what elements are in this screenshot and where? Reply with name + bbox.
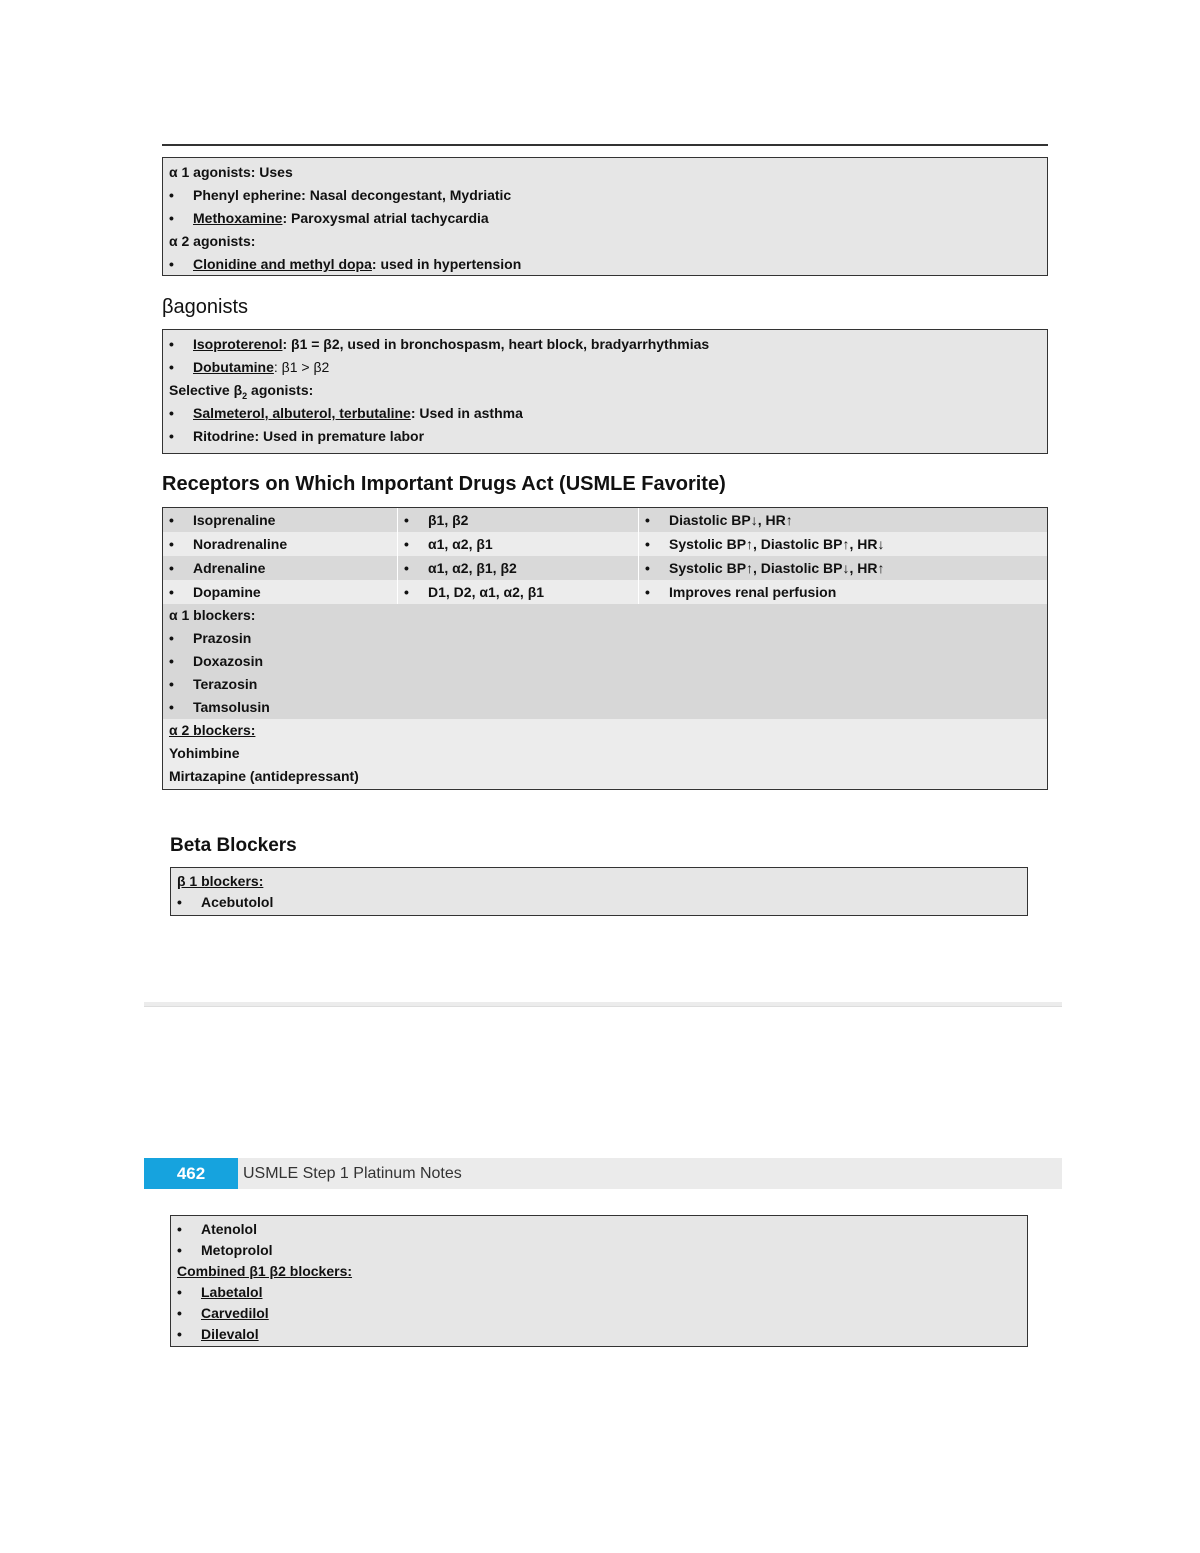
beta-blockers-continued-box — [170, 1215, 1028, 1347]
bullet-icon: • — [645, 536, 650, 552]
bullet-icon: • — [177, 894, 182, 910]
list-item: • Dobutamine: β1 > β2 — [169, 356, 1041, 379]
bullet-icon: • — [169, 256, 174, 272]
page-footer — [144, 1158, 1062, 1189]
bullet-icon: • — [177, 1305, 182, 1321]
list-item: • Atenolol — [177, 1219, 1021, 1240]
top-rule — [162, 144, 1048, 146]
list-item: • Metoprolol — [177, 1240, 1021, 1261]
bullet-icon: • — [404, 584, 409, 600]
bullet-icon: • — [169, 336, 174, 352]
list-item: • Isoproterenol: β1 = β2, used in bronchospasm, heart block, bradyarrhythmias — [169, 333, 1041, 356]
beta-agonists-box — [162, 329, 1048, 454]
beta-agonists-heading: βagonists — [162, 296, 248, 318]
list-item: • Phenyl epherine: Nasal decongestant, Mydriatic — [169, 184, 1041, 207]
bullet-icon: • — [177, 1221, 182, 1237]
alpha2-blockers-group — [163, 719, 1047, 788]
receptor-table — [162, 507, 1048, 790]
bullet-icon: • — [169, 536, 174, 552]
bullet-icon: • — [169, 187, 174, 203]
bullet-icon: • — [177, 1284, 182, 1300]
list-item: • Tamsolusin — [169, 696, 1047, 719]
bullet-icon: • — [404, 512, 409, 528]
receptors-heading: Receptors on Which Important Drugs Act (USMLE Favorite) — [162, 473, 726, 495]
page-separator — [144, 1002, 1062, 1007]
bullet-icon: • — [645, 560, 650, 576]
table-row: • Dopamine • D1, D2, α1, α2, β1 • Improves renal perfusion — [163, 580, 1047, 604]
bullet-icon: • — [169, 210, 174, 226]
alpha1-blockers-title: α 1 blockers: — [169, 607, 256, 623]
beta-blockers-heading: Beta Blockers — [170, 835, 297, 856]
beta1-blockers-title: β 1 blockers: — [177, 873, 264, 889]
selective-beta2-title: Selective $\beta_2$ agonists: — [169, 382, 314, 401]
book-title: USMLE Step 1 Platinum Notes — [243, 1165, 462, 1182]
list-item: • Salmeterol, albuterol, terbutaline: Used in asthma — [169, 402, 1041, 425]
list-item: • Acebutolol — [177, 892, 1021, 913]
bullet-icon: • — [169, 512, 174, 528]
bullet-icon: • — [169, 359, 174, 375]
list-item: • Doxazosin — [169, 650, 1047, 673]
bullet-icon: • — [177, 1242, 182, 1258]
list-item: Yohimbine — [169, 745, 240, 761]
list-item: • Methoxamine: Paroxysmal atrial tachycardia — [169, 207, 1041, 230]
list-item: Mirtazapine (antidepressant) — [169, 768, 359, 784]
bullet-icon: • — [177, 1326, 182, 1342]
alpha1-blockers-group — [163, 604, 1047, 719]
combined-blockers-title: Combined β1 β2 blockers: — [177, 1263, 353, 1279]
list-item: • Prazosin — [169, 627, 1047, 650]
bullet-icon: • — [169, 699, 174, 715]
bullet-icon: • — [169, 428, 174, 444]
bullet-icon: • — [169, 405, 174, 421]
list-item: • Dilevalol — [177, 1324, 1021, 1345]
bullet-icon: • — [169, 630, 174, 646]
bullet-icon: • — [645, 584, 650, 600]
list-item: • Ritodrine: Used in premature labor — [169, 425, 1041, 448]
bullet-icon: • — [404, 560, 409, 576]
list-item: • Clonidine and methyl dopa: used in hypertension — [169, 253, 1041, 276]
bullet-icon: • — [169, 560, 174, 576]
table-row: • Isoprenaline • β1, β2 • Diastolic BP↓, HR↑ — [163, 508, 1047, 532]
table-row: • Noradrenaline • α1, α2, β1 • Systolic BP↑, Diastolic BP↑, HR↓ — [163, 532, 1047, 556]
bullet-icon: • — [404, 536, 409, 552]
page-number: 462 — [144, 1158, 238, 1189]
bullet-icon: • — [645, 512, 650, 528]
alpha1-uses-title: α 1 agonists: Uses — [169, 164, 293, 180]
bullet-icon: • — [169, 676, 174, 692]
table-row: • Adrenaline • α1, α2, β1, β2 • Systolic BP↑, Diastolic BP↓, HR↑ — [163, 556, 1047, 580]
bullet-icon: • — [169, 653, 174, 669]
beta1-blockers-box — [170, 867, 1028, 916]
alpha2-blockers-title: α 2 blockers: — [169, 722, 256, 738]
bullet-icon: • — [169, 584, 174, 600]
alpha2-title: α 2 agonists: — [169, 233, 256, 249]
list-item: • Terazosin — [169, 673, 1047, 696]
list-item: • Labetalol — [177, 1282, 1021, 1303]
alpha-agonists-box — [162, 157, 1048, 276]
list-item: • Carvedilol — [177, 1303, 1021, 1324]
